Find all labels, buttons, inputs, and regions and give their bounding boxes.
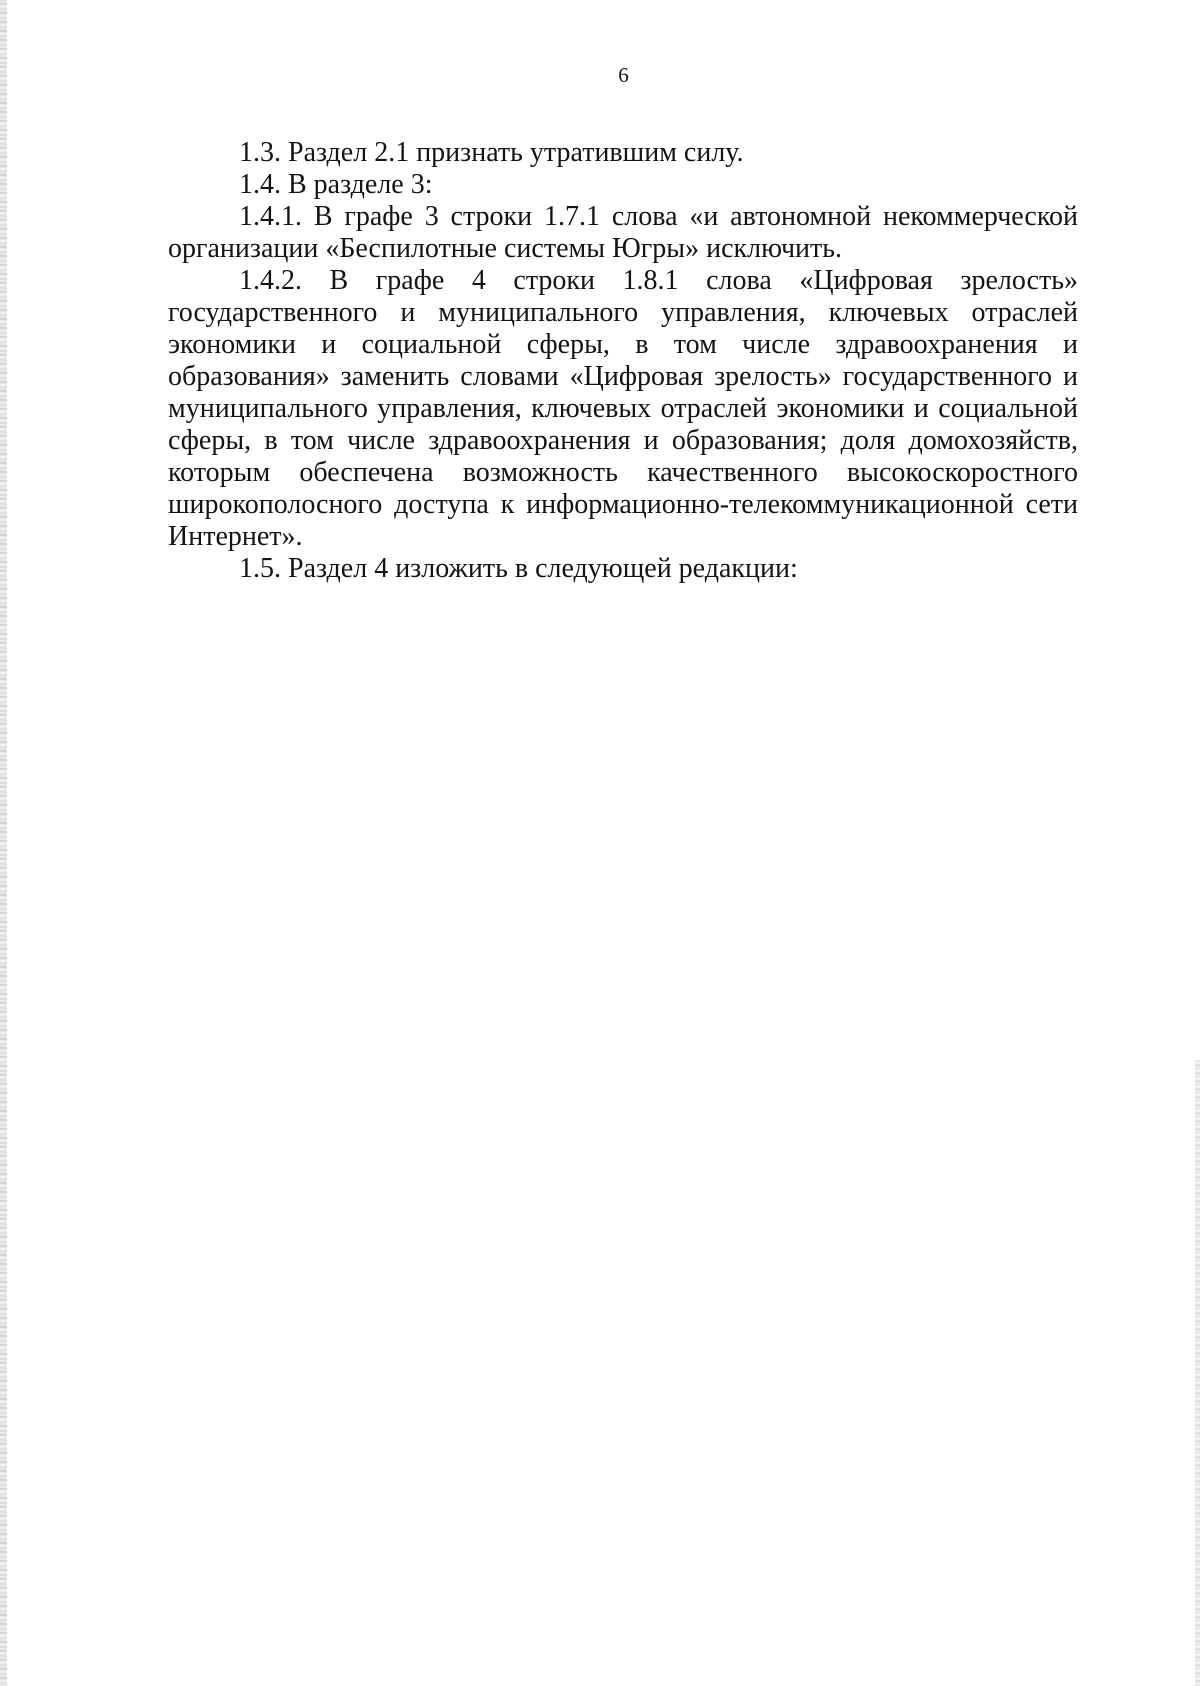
scan-edge-left — [0, 0, 7, 1686]
page-number: 6 — [618, 63, 629, 87]
paragraph-1-4-1: 1.4.1. В графе 3 строки 1.7.1 слова «и автономной некоммерческой организации «Беспилотные системы Югры» исключить. — [168, 201, 1078, 264]
document-body — [168, 137, 1078, 585]
scan-edge-right — [1195, 1060, 1200, 1686]
paragraph-1-4: 1.4. В разделе 3: — [239, 169, 433, 200]
paragraph-1-3: 1.3. Раздел 2.1 признать утратившим силу. — [239, 137, 744, 168]
paragraph-1-4-2: 1.4.2. В графе 4 строки 1.8.1 слова «Цифровая зрелость» государственного и муниципального управления, ключевых отраслей экономики и социальной сферы, в том числе здравоохранения и образования» заменить словами «Цифровая зрелость» государственного и муниципального управления, ключевых отраслей экономики и социальной сферы, в том числе здравоохранения и образования; доля домохозяйств, которым обеспечена возможность качественного высокоскоростного широкополосного доступа к информационно-телекоммуникационной сети Интернет». — [168, 265, 1078, 552]
paragraph-1-5: 1.5. Раздел 4 изложить в следующей редакции: — [239, 553, 798, 584]
